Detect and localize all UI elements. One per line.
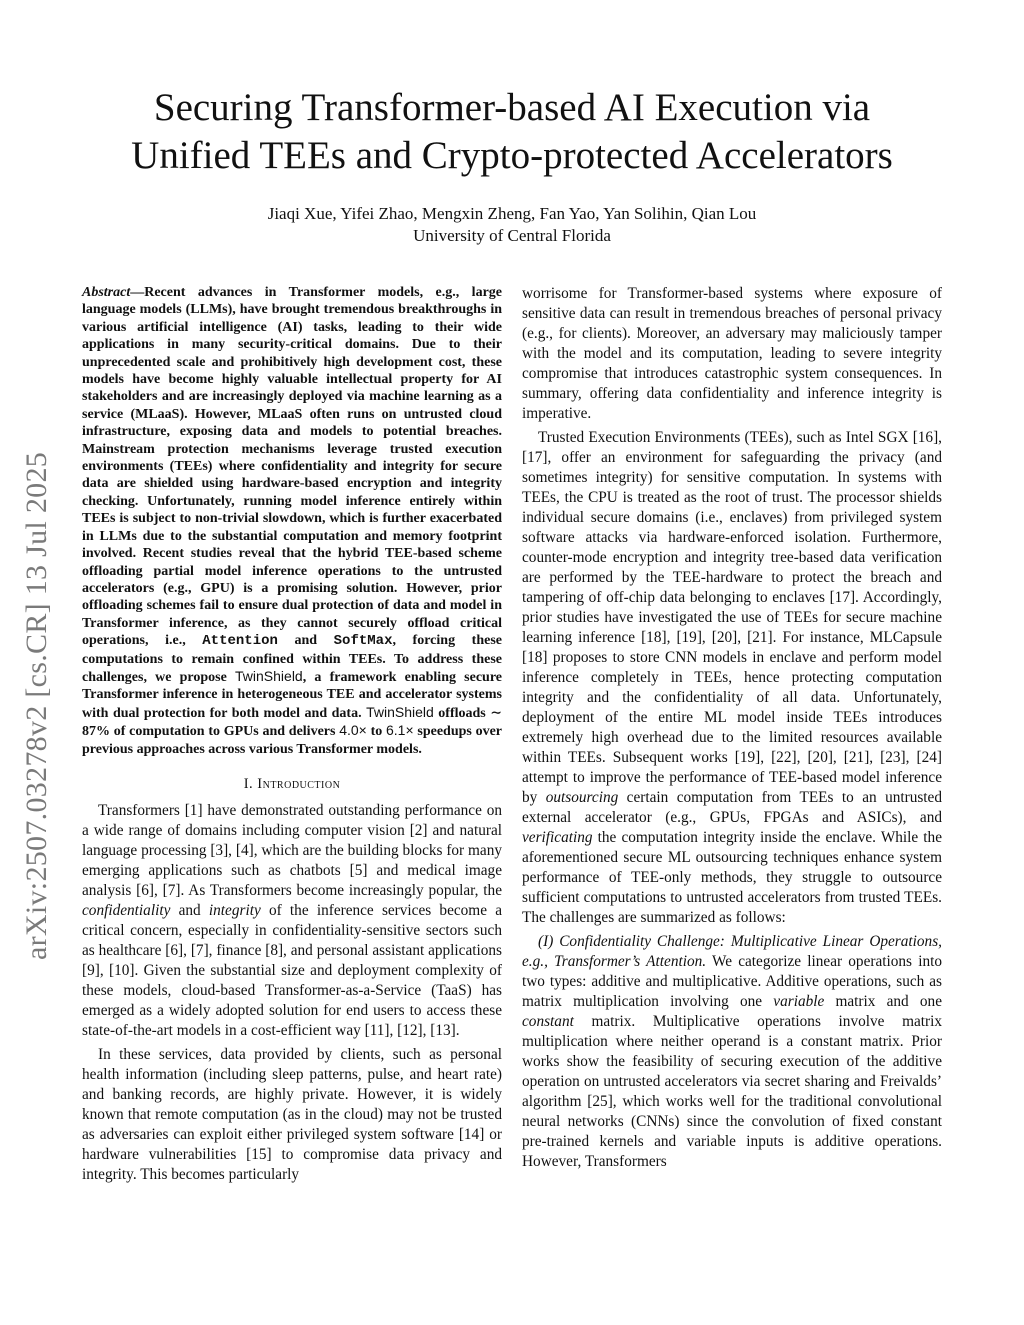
code-softmax: SoftMax (333, 633, 393, 650)
arxiv-identifier[interactable]: arXiv:2507.03278v2 [cs.CR] 13 Jul 2025 (20, 451, 53, 960)
abstract-label: Abstract (82, 285, 131, 300)
code-attention: Attention (202, 633, 278, 650)
paragraph-text: the computation integrity inside the enclave. While the aforementioned secure ML outsourcing techniques enhance system performance of TEE-only methods, they struggle to outsource sufficient computations to untrusted accelerators from trusted TEEs. The challenges are summarized as follows: (522, 829, 942, 926)
abstract-to: to (366, 724, 386, 740)
abstract-text-4: offloads ∼ 87% of computation to GPUs and delivers (82, 705, 502, 740)
paper-title (80, 84, 944, 180)
abstract-text-1: Recent advances in Transformer models, e.g., large language models (LLMs), have brought tremendous breakthroughs in various artificial intelligence (AI) tasks, leading to their wide applications in many security-critical domains. Due to their unprecedented scale and prohibitively high development cost, these models have become highly valuable intellectual property for AI stakeholders and are increasingly deployed via machine learning as a service (MLaaS). However, MLaaS often runs on untrusted cloud infrastructure, exposing data and models to potential breaches. Mainstream protection mechanisms leverage trusted execution environments (TEEs) where confidentiality and integrity for secure data are shielded using hardware-based encryption and integrity checking. Unfortunately, running model inference entirely within TEEs is subject to non-trivial slowdown, which is further exacerbated in LLMs due to the substantial computation and memory footprint involved. Recent studies reveal that the hybrid TEE-based scheme offloading partial model inference operations to the untrusted accelerators (e.g., GPU) is a promising solution. However, prior offloading schemes fail to ensure dual protection of data and model in Transformer inference, as they cannot securely offload critical operations, i.e., (82, 285, 502, 649)
paragraph-text: and (170, 901, 209, 919)
abstract (82, 284, 502, 758)
abstract-dash: — (130, 285, 145, 300)
paragraph-text: certain computation from TEEs to an untrusted external accelerator (e.g., GPUs, FPGAs and ASICs), and (522, 789, 942, 826)
emphasis-confidentiality: confidentiality (82, 901, 171, 919)
title-line-1: Securing Transformer-based AI Execution via (153, 86, 871, 129)
intro-paragraph-2: In these services, data provided by clients, such as personal health information (including sleep patterns, pulse, and heart rate) and banking records, are highly private. However, it is widely known that remote computation (as in the cloud) may not be trusted as adversaries can exploit either privileged system software [14] or hardware vulnerabilities [15] to compromise data privacy and integrity. This becomes particularly (82, 1045, 502, 1183)
emphasis-integrity: integrity (208, 901, 261, 919)
paragraph-text: matrix and one (824, 993, 942, 1010)
paragraph-text: of the inference services become a critical concern, especially in confidentiality-sensitive sectors such as healthcare [6], [7], finance [8], and personal assistant applications [9], [10]. Given the substantial size and deployment complexity of these models, cloud-based Transformer-as-a-Service (TaaS) has emerged as a widely adopted solution for end users to access these state-of-the-art models in a cost-efficient way [11], [12], [13]. (82, 901, 502, 1039)
left-column (82, 284, 502, 1185)
intro-paragraph-3: worrisome for Transformer-based systems where exposure of sensitive data can result in tremendous breaches of personal privacy (e.g., for clients). Moreover, an adversary may maliciously tamper with the model and its computation, leading to severe integrity compromise that introduces catastrophic system consequences. In summary, offering data confidentiality and inference integrity is imperative. (522, 285, 942, 422)
system-name: TwinShield (235, 667, 303, 684)
abstract-text-3: , a framework enabling secure Transformer inference in heterogeneous TEE and accelerator systems with dual protection for both model and data. (82, 669, 502, 721)
paragraph-text: We categorize linear operations into two types: additive and multiplicative. Additive operations, such as matrix multiplication involving one (522, 953, 942, 1010)
challenge-title: (I) Confidentiality Challenge: Multiplicative Linear Operations, e.g., Transformer’s Attention. (522, 933, 942, 970)
emphasis-constant: constant (522, 1013, 574, 1030)
intro-paragraph-4 (522, 428, 942, 928)
title-line-2: Unified TEEs and Crypto-protected Accelerators (131, 134, 893, 177)
intro-paragraph-1 (82, 801, 502, 1041)
section-heading-introduction: I. Introduction (243, 775, 341, 792)
emphasis-variable: variable (773, 993, 825, 1010)
speedup-high: 6.1× (385, 722, 414, 739)
author-list: Jiaqi Xue, Yifei Zhao, Mengxin Zheng, Fan Yao, Yan Solihin, Qian Lou (267, 204, 757, 223)
intro-paragraph-5 (522, 932, 942, 1172)
emphasis-outsourcing: outsourcing (545, 789, 619, 806)
paragraph-text: Transformers [1] have demonstrated outstanding performance on a wide range of domains including computer vision [2] and natural language processing [3], [4], which are the building blocks for many emerging applications such as chatbots [5] and medical image analysis [6], [7]. As Transformers become increasingly popular, the (82, 801, 502, 899)
paragraph-text: matrix. Multiplicative operations involve matrix multiplication where neither operand is a constant matrix. Prior works show the feasibility of securing execution of the additive operation on untrusted accelerators via secret sharing and Freivalds’ algorithm [25], which works well for the traditional convolutional neural networks (CNNs) since the convolution of fixed constant pre-trained kernels and variable inputs is additive operations. However, Transformers (522, 1013, 942, 1170)
speedup-low: 4.0× (339, 722, 367, 739)
right-column (522, 284, 942, 1172)
abstract-text-5: speedups over previous approaches across various Transformer models. (82, 724, 503, 757)
author-block (80, 203, 944, 247)
affiliation: University of Central Florida (413, 226, 611, 245)
abstract-and: and (277, 633, 334, 649)
abstract-text-2: , forcing these computations to remain confined within TEEs. To address these challenges, we propose (82, 633, 502, 685)
emphasis-verificating: verificating (522, 829, 593, 846)
system-name: TwinShield (366, 703, 434, 720)
paragraph-text: Trusted Execution Environments (TEEs), such as Intel SGX [16], [17], offer an environment for safeguarding the privacy (and sometimes integrity) for sensitive computation. In systems with TEEs, the CPU is treated as the root of trust. The processor shields individual secure domains (i.e., enclaves) from privileged system software attacks via hardware-enforced isolation. Furthermore, counter-mode encryption and integrity tree-based data verification are performed by the TEE-hardware to protect the breach and tampering of off-chip data belonging to enclaves [17]. Accordingly, prior studies have investigated the use of TEEs for secure machine learning inference [18], [19], [20], [21]. For instance, MLCapsule [18] proposes to store CNN models in enclave and perform model inference completely in TEEs, hence protecting computation integrity and the confidentiality of all data. Unfortunately, deployment of the entire ML model inside TEEs introduces extremely high overhead due to the limited resources available within TEEs. Subsequent works [19], [22], [20], [21], [23], [24] attempt to improve the performance of TEE-based model inference by (522, 429, 942, 806)
